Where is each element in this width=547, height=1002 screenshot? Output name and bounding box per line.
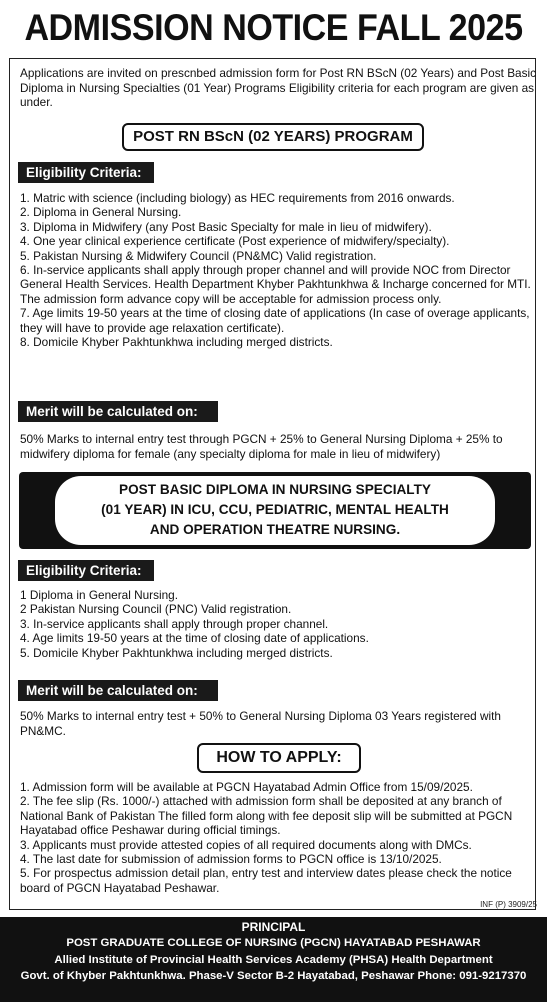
list-item: 8. Domicile Khyber Pakhtunkhwa including merged districts. <box>20 335 333 350</box>
list-item: 4. The last date for submission of admission forms to PGCN office is 13/10/2025. <box>20 852 442 867</box>
program2-heading <box>55 476 495 545</box>
program2-heading-line: POST BASIC DIPLOMA IN NURSING SPECIALTY <box>119 482 431 497</box>
program2-merit-label: Merit will be calculated on: <box>18 680 218 701</box>
program2-merit-text: 50% Marks to internal entry test + 50% to General Nursing Diploma 03 Years registered with PN&MC. <box>20 709 501 738</box>
list-item: 3. Diploma in Midwifery (any Post Basic Specialty for male in lieu of midwifery). <box>20 219 432 234</box>
notice-title: ADMISSION NOTICE FALL 2025 <box>22 0 525 56</box>
list-item: 1 Diploma in General Nursing. <box>20 588 179 602</box>
list-item: 5. Domicile Khyber Pakhtunkhwa including merged districts. <box>20 645 333 660</box>
list-item: 2 Pakistan Nursing Council (PNC) Valid registration. <box>20 602 292 617</box>
footer-address: Govt. of Khyber Pakhtunkhwa. Phase-V Sector B-2 Hayatabad, Peshawar Phone: 091-9217370 <box>20 970 527 983</box>
program1-merit-label: Merit will be calculated on: <box>18 401 218 422</box>
list-item: 5. Pakistan Nursing & Midwifery Council (PN&MC) Valid registration. <box>20 248 377 263</box>
how-to-apply-heading: HOW TO APPLY: <box>197 743 361 773</box>
list-item: 1. Admission form will be available at PGCN Hayatabad Admin Office from 15/09/2025. <box>20 780 473 794</box>
intro-paragraph: Applications are invited on prescnbed admission form for Post RN BScN (02 Years) and Post Basic Diploma in Nursing Specialties (01 Year) Programs Eligibility criteria for each program are given as under. <box>20 66 537 110</box>
list-item: 2. The fee slip (Rs. 1000/-) attached with admission form shall be deposited at any branch of National Bank of Pakistan The filled form along with fee deposit slip will be submitted at PGCN Hayatabad office Peshawar during official timings. <box>20 794 513 838</box>
list-item: 3. Applicants must provide attested copies of all required documents along with DMCs. <box>20 837 472 852</box>
footer <box>0 917 547 1002</box>
program2-heading-banner <box>19 472 531 549</box>
program1-eligibility-label: Eligibility Criteria: <box>18 162 154 183</box>
program2-eligibility-list <box>20 588 538 660</box>
program2-heading-line: (01 YEAR) IN ICU, CCU, PEDIATRIC, MENTAL HEALTH <box>101 502 449 517</box>
list-item: 4. Age limits 19-50 years at the time of closing date of applications. <box>20 631 369 646</box>
footer-principal: PRINCIPAL <box>241 920 306 934</box>
footer-institute: Allied Institute of Provincial Health Services Academy (PHSA) Health Department <box>54 953 493 966</box>
list-item: 2. Diploma in General Nursing. <box>20 205 182 220</box>
program2-heading-line: AND OPERATION THEATRE NURSING. <box>149 522 401 537</box>
list-item: 3. In-service applicants shall apply through proper channel. <box>20 616 329 631</box>
inf-code: INF (P) 3909/25 <box>480 900 537 909</box>
how-to-apply-list <box>20 780 538 895</box>
list-item: 1. Matric with science (including biology) as HEC requirements from 2016 onwards. <box>20 191 455 205</box>
list-item: 7. Age limits 19-50 years at the time of closing date of applications (In case of overage applicants, they will have to provide age relaxation certificate). <box>20 306 530 335</box>
program1-eligibility-list <box>20 191 538 349</box>
list-item: 6. In-service applicants shall apply through proper channel and will provide NOC from Director General Health Services. Health Department Khyber Pakhtunkhwa & Incharge concerned for MTI. The admission form advance copy will be acceptable for admission process only. <box>20 263 531 306</box>
program2-eligibility-label: Eligibility Criteria: <box>18 560 154 581</box>
list-item: 4. One year clinical experience certificate (Post experience of midwifery/specialty). <box>20 234 450 249</box>
program1-merit-text: 50% Marks to internal entry test through PGCN + 25% to General Nursing Diploma + 25% to midwifery diploma for female (any specialty diploma for male in lieu of midwifery) <box>20 432 503 461</box>
program1-heading: POST RN BScN (02 YEARS) PROGRAM <box>122 123 424 151</box>
list-item: 5. For prospectus admission detail plan, entry test and interview dates please check the notice board of PGCN Hayatabad Peshawar. <box>20 866 512 895</box>
footer-college: POST GRADUATE COLLEGE OF NURSING (PGCN) HAYATABAD PESHAWAR <box>66 937 481 950</box>
